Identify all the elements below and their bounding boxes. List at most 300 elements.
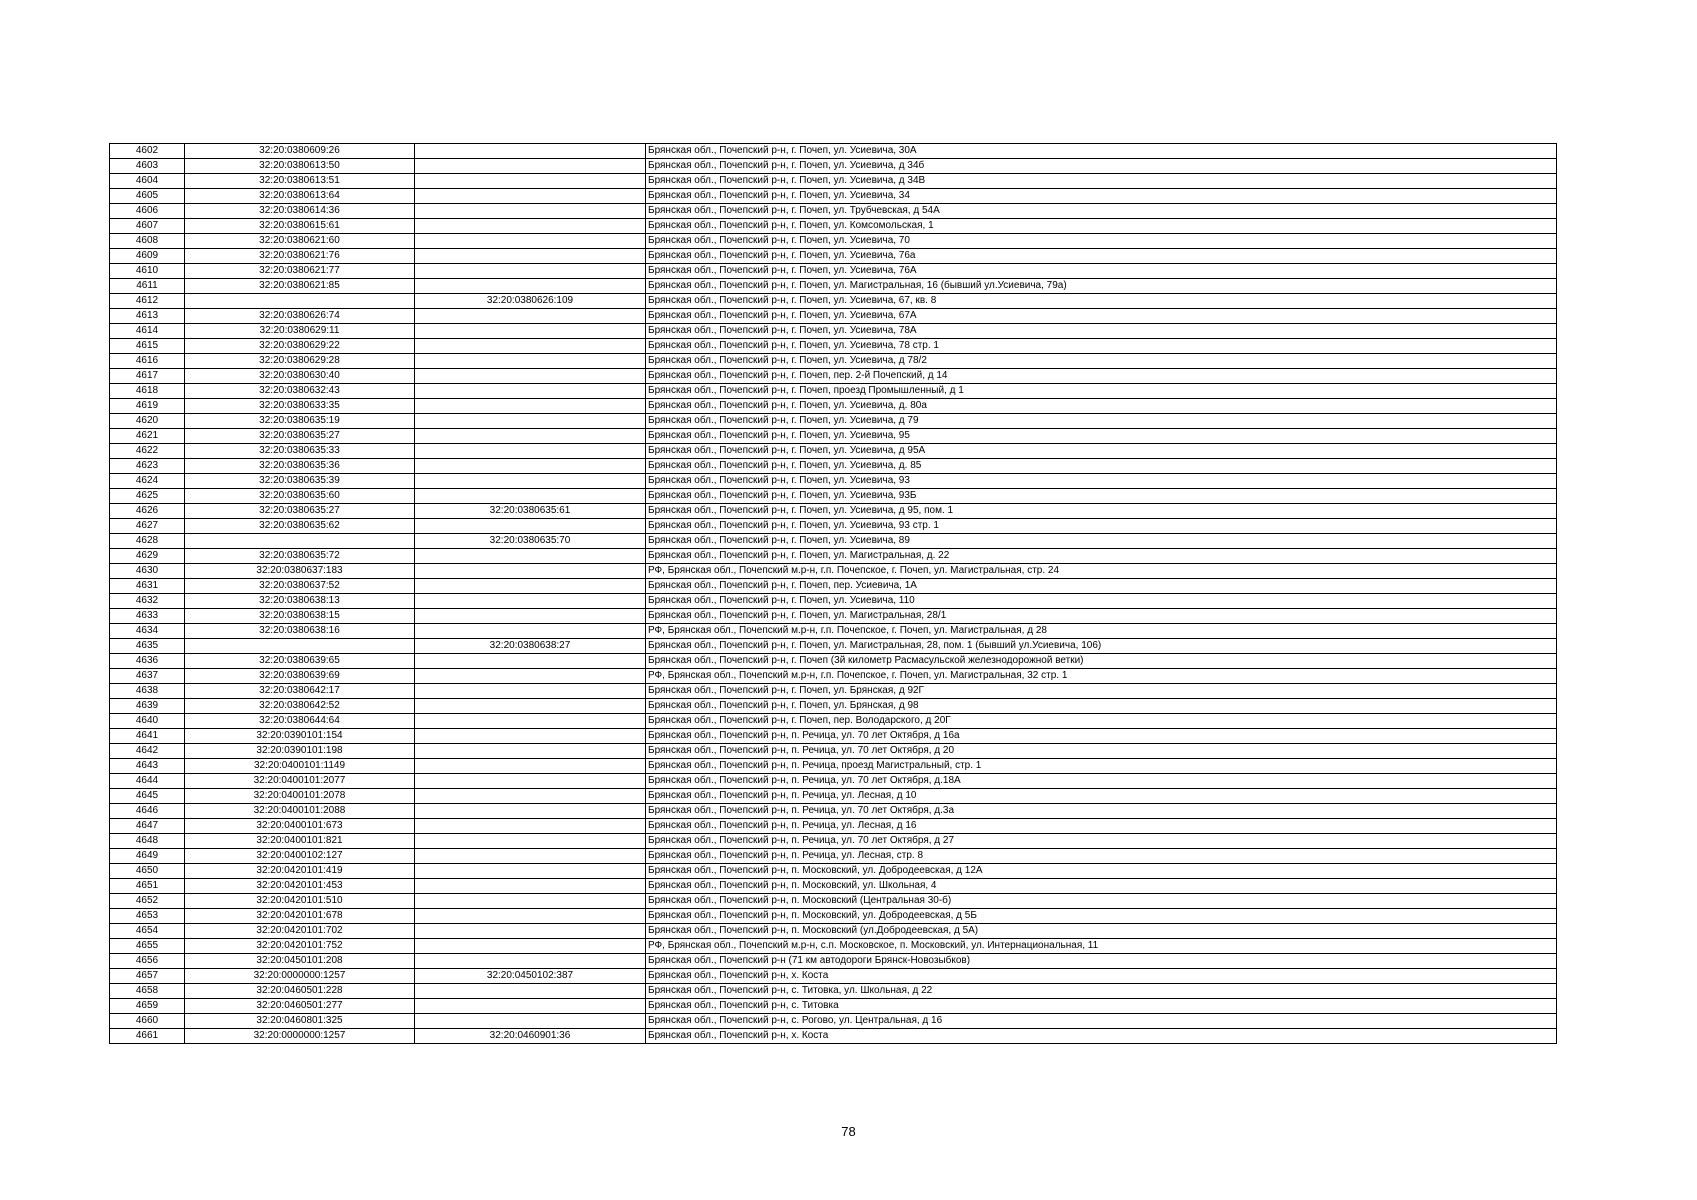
row-number-cell: 4633 <box>110 609 185 624</box>
table-row <box>110 804 1557 819</box>
row-number-cell: 4635 <box>110 639 185 654</box>
related-cadastral-number-cell: 32:20:0380635:70 <box>415 534 646 549</box>
row-number-cell: 4629 <box>110 549 185 564</box>
registry-table-body <box>110 144 1557 1044</box>
cadastral-number-cell: 32:20:0420101:678 <box>185 909 415 924</box>
related-cadastral-number-cell <box>415 309 646 324</box>
table-row <box>110 369 1557 384</box>
cadastral-number-cell: 32:20:0460501:228 <box>185 984 415 999</box>
table-row <box>110 189 1557 204</box>
row-number-cell: 4606 <box>110 204 185 219</box>
address-cell: Брянская обл., Почепский р-н, п. Московский, ул. Школьная, 4 <box>646 879 1557 894</box>
related-cadastral-number-cell <box>415 999 646 1014</box>
address-cell: Брянская обл., Почепский р-н, п. Речица, ул. Лесная, стр. 8 <box>646 849 1557 864</box>
related-cadastral-number-cell <box>415 759 646 774</box>
row-number-cell: 4623 <box>110 459 185 474</box>
table-row <box>110 789 1557 804</box>
row-number-cell: 4602 <box>110 144 185 159</box>
related-cadastral-number-cell <box>415 234 646 249</box>
related-cadastral-number-cell: 32:20:0380635:61 <box>415 504 646 519</box>
cadastral-number-cell: 32:20:0420101:752 <box>185 939 415 954</box>
address-cell: Брянская обл., Почепский р-н, п. Речица, ул. 70 лет Октября, д.18А <box>646 774 1557 789</box>
related-cadastral-number-cell <box>415 609 646 624</box>
address-cell: Брянская обл., Почепский р-н, г. Почеп, ул. Комсомольская, 1 <box>646 219 1557 234</box>
table-row <box>110 549 1557 564</box>
table-row <box>110 984 1557 999</box>
row-number-cell: 4655 <box>110 939 185 954</box>
table-row <box>110 954 1557 969</box>
address-cell: Брянская обл., Почепский р-н, г. Почеп, ул. Усиевича, д. 85 <box>646 459 1557 474</box>
row-number-cell: 4647 <box>110 819 185 834</box>
cadastral-number-cell: 32:20:0400101:673 <box>185 819 415 834</box>
row-number-cell: 4653 <box>110 909 185 924</box>
table-row <box>110 849 1557 864</box>
related-cadastral-number-cell <box>415 984 646 999</box>
cadastral-number-cell: 32:20:0380614:36 <box>185 204 415 219</box>
related-cadastral-number-cell <box>415 699 646 714</box>
cadastral-number-cell: 32:20:0380635:39 <box>185 474 415 489</box>
table-row <box>110 1014 1557 1029</box>
row-number-cell: 4614 <box>110 324 185 339</box>
table-row <box>110 729 1557 744</box>
cadastral-number-cell: 32:20:0400101:2088 <box>185 804 415 819</box>
related-cadastral-number-cell <box>415 909 646 924</box>
row-number-cell: 4624 <box>110 474 185 489</box>
table-row <box>110 819 1557 834</box>
address-cell: Брянская обл., Почепский р-н, г. Почеп, ул. Усиевича, 76А <box>646 264 1557 279</box>
related-cadastral-number-cell <box>415 954 646 969</box>
related-cadastral-number-cell <box>415 144 646 159</box>
related-cadastral-number-cell <box>415 579 646 594</box>
row-number-cell: 4643 <box>110 759 185 774</box>
table-row <box>110 159 1557 174</box>
cadastral-registry-table <box>109 143 1557 1044</box>
related-cadastral-number-cell <box>415 429 646 444</box>
related-cadastral-number-cell <box>415 324 646 339</box>
cadastral-number-cell <box>185 639 415 654</box>
cadastral-number-cell <box>185 534 415 549</box>
address-cell: Брянская обл., Почепский р-н, г. Почеп, ул. Усиевича, 67, кв. 8 <box>646 294 1557 309</box>
cadastral-number-cell: 32:20:0420101:419 <box>185 864 415 879</box>
cadastral-number-cell: 32:20:0380642:17 <box>185 684 415 699</box>
address-cell: Брянская обл., Почепский р-н, п. Речица, ул. 70 лет Октября, д.3а <box>646 804 1557 819</box>
cadastral-number-cell: 32:20:0380635:27 <box>185 429 415 444</box>
cadastral-number-cell: 32:20:0460801:325 <box>185 1014 415 1029</box>
table-row <box>110 204 1557 219</box>
related-cadastral-number-cell <box>415 714 646 729</box>
address-cell: Брянская обл., Почепский р-н, г. Почеп, ул. Усиевича, 78А <box>646 324 1557 339</box>
table-row <box>110 474 1557 489</box>
related-cadastral-number-cell: 32:20:0380638:27 <box>415 639 646 654</box>
address-cell: Брянская обл., Почепский р-н, г. Почеп, ул. Усиевича, 34 <box>646 189 1557 204</box>
table-row <box>110 699 1557 714</box>
cadastral-number-cell: 32:20:0380621:77 <box>185 264 415 279</box>
related-cadastral-number-cell <box>415 444 646 459</box>
address-cell: Брянская обл., Почепский р-н, г. Почеп, ул. Усиевича, д 34В <box>646 174 1557 189</box>
cadastral-number-cell: 32:20:0380633:35 <box>185 399 415 414</box>
cadastral-number-cell: 32:20:0380638:15 <box>185 609 415 624</box>
related-cadastral-number-cell <box>415 474 646 489</box>
table-row <box>110 489 1557 504</box>
related-cadastral-number-cell <box>415 1014 646 1029</box>
address-cell: РФ, Брянская обл., Почепский м.р-н, г.п. Почепское, г. Почеп, ул. Магистральная, стр. 24 <box>646 564 1557 579</box>
row-number-cell: 4604 <box>110 174 185 189</box>
related-cadastral-number-cell <box>415 894 646 909</box>
address-cell: Брянская обл., Почепский р-н, г. Почеп, ул. Усиевича, д 79 <box>646 414 1557 429</box>
address-cell: Брянская обл., Почепский р-н, г. Почеп, ул. Усиевича, 89 <box>646 534 1557 549</box>
table-row <box>110 144 1557 159</box>
table-row <box>110 579 1557 594</box>
table-row <box>110 534 1557 549</box>
related-cadastral-number-cell <box>415 399 646 414</box>
related-cadastral-number-cell <box>415 879 646 894</box>
address-cell: Брянская обл., Почепский р-н, с. Рогово, ул. Центральная, д 16 <box>646 1014 1557 1029</box>
related-cadastral-number-cell <box>415 354 646 369</box>
row-number-cell: 4660 <box>110 1014 185 1029</box>
row-number-cell: 4631 <box>110 579 185 594</box>
related-cadastral-number-cell <box>415 819 646 834</box>
related-cadastral-number-cell <box>415 654 646 669</box>
table-row <box>110 414 1557 429</box>
table-row <box>110 444 1557 459</box>
table-row <box>110 339 1557 354</box>
cadastral-number-cell: 32:20:0380635:72 <box>185 549 415 564</box>
related-cadastral-number-cell <box>415 924 646 939</box>
row-number-cell: 4648 <box>110 834 185 849</box>
address-cell: Брянская обл., Почепский р-н, п. Московский, ул. Добродеевская, д 5Б <box>646 909 1557 924</box>
table-row <box>110 459 1557 474</box>
address-cell: Брянская обл., Почепский р-н, г. Почеп, ул. Усиевича, 76а <box>646 249 1557 264</box>
cadastral-number-cell: 32:20:0380626:74 <box>185 309 415 324</box>
cadastral-number-cell: 32:20:0420101:702 <box>185 924 415 939</box>
table-row <box>110 909 1557 924</box>
cadastral-number-cell: 32:20:0380613:51 <box>185 174 415 189</box>
related-cadastral-number-cell <box>415 744 646 759</box>
cadastral-number-cell: 32:20:0380635:60 <box>185 489 415 504</box>
table-row <box>110 1029 1557 1044</box>
cadastral-number-cell: 32:20:0380632:43 <box>185 384 415 399</box>
row-number-cell: 4632 <box>110 594 185 609</box>
row-number-cell: 4617 <box>110 369 185 384</box>
related-cadastral-number-cell <box>415 549 646 564</box>
cadastral-number-cell: 32:20:0380613:64 <box>185 189 415 204</box>
address-cell: Брянская обл., Почепский р-н, г. Почеп, ул. Трубчевская, д 54А <box>646 204 1557 219</box>
table-row <box>110 654 1557 669</box>
table-row <box>110 669 1557 684</box>
related-cadastral-number-cell <box>415 669 646 684</box>
cadastral-number-cell: 32:20:0380615:61 <box>185 219 415 234</box>
table-row <box>110 234 1557 249</box>
row-number-cell: 4637 <box>110 669 185 684</box>
row-number-cell: 4636 <box>110 654 185 669</box>
address-cell: Брянская обл., Почепский р-н, п. Речица, ул. 70 лет Октября, д 16а <box>646 729 1557 744</box>
address-cell: Брянская обл., Почепский р-н, г. Почеп, ул. Усиевича, д. 80а <box>646 399 1557 414</box>
related-cadastral-number-cell <box>415 159 646 174</box>
address-cell: РФ, Брянская обл., Почепский м.р-н, г.п. Почепское, г. Почеп, ул. Магистральная, д 28 <box>646 624 1557 639</box>
address-cell: Брянская обл., Почепский р-н, х. Коста <box>646 969 1557 984</box>
related-cadastral-number-cell: 32:20:0380626:109 <box>415 294 646 309</box>
table-row <box>110 384 1557 399</box>
address-cell: Брянская обл., Почепский р-н, г. Почеп (3й километр Расмасульской железнодорожной ветки) <box>646 654 1557 669</box>
cadastral-number-cell: 32:20:0380629:28 <box>185 354 415 369</box>
cadastral-number-cell: 32:20:0380609:26 <box>185 144 415 159</box>
related-cadastral-number-cell <box>415 189 646 204</box>
row-number-cell: 4620 <box>110 414 185 429</box>
row-number-cell: 4626 <box>110 504 185 519</box>
row-number-cell: 4609 <box>110 249 185 264</box>
address-cell: Брянская обл., Почепский р-н (71 км автодороги Брянск-Новозыбков) <box>646 954 1557 969</box>
related-cadastral-number-cell <box>415 624 646 639</box>
row-number-cell: 4625 <box>110 489 185 504</box>
related-cadastral-number-cell <box>415 864 646 879</box>
row-number-cell: 4634 <box>110 624 185 639</box>
cadastral-number-cell: 32:20:0380635:33 <box>185 444 415 459</box>
row-number-cell: 4619 <box>110 399 185 414</box>
table-row <box>110 309 1557 324</box>
row-number-cell: 4603 <box>110 159 185 174</box>
row-number-cell: 4638 <box>110 684 185 699</box>
cadastral-number-cell: 32:20:0380635:36 <box>185 459 415 474</box>
row-number-cell: 4628 <box>110 534 185 549</box>
address-cell: Брянская обл., Почепский р-н, п. Речица, ул. Лесная, д 16 <box>646 819 1557 834</box>
related-cadastral-number-cell <box>415 729 646 744</box>
related-cadastral-number-cell: 32:20:0460901:36 <box>415 1029 646 1044</box>
table-row <box>110 924 1557 939</box>
cadastral-number-cell: 32:20:0380629:11 <box>185 324 415 339</box>
table-row <box>110 759 1557 774</box>
row-number-cell: 4607 <box>110 219 185 234</box>
row-number-cell: 4651 <box>110 879 185 894</box>
row-number-cell: 4649 <box>110 849 185 864</box>
row-number-cell: 4654 <box>110 924 185 939</box>
row-number-cell: 4630 <box>110 564 185 579</box>
row-number-cell: 4650 <box>110 864 185 879</box>
related-cadastral-number-cell <box>415 684 646 699</box>
address-cell: Брянская обл., Почепский р-н, с. Титовка, ул. Школьная, д 22 <box>646 984 1557 999</box>
related-cadastral-number-cell <box>415 369 646 384</box>
cadastral-number-cell: 32:20:0000000:1257 <box>185 1029 415 1044</box>
related-cadastral-number-cell: 32:20:0450102:387 <box>415 969 646 984</box>
address-cell: РФ, Брянская обл., Почепский м.р-н, г.п. Почепское, г. Почеп, ул. Магистральная, 32 стр. 1 <box>646 669 1557 684</box>
address-cell: Брянская обл., Почепский р-н, г. Почеп, ул. Усиевича, 67А <box>646 309 1557 324</box>
address-cell: Брянская обл., Почепский р-н, п. Речица, ул. 70 лет Октября, д 27 <box>646 834 1557 849</box>
address-cell: Брянская обл., Почепский р-н, г. Почеп, ул. Усиевича, д 78/2 <box>646 354 1557 369</box>
related-cadastral-number-cell <box>415 519 646 534</box>
address-cell: Брянская обл., Почепский р-н, г. Почеп, ул. Брянская, д 92Г <box>646 684 1557 699</box>
row-number-cell: 4661 <box>110 1029 185 1044</box>
row-number-cell: 4611 <box>110 279 185 294</box>
row-number-cell: 4605 <box>110 189 185 204</box>
table-row <box>110 324 1557 339</box>
cadastral-number-cell: 32:20:0400101:2078 <box>185 789 415 804</box>
row-number-cell: 4608 <box>110 234 185 249</box>
cadastral-number-cell: 32:20:0380621:76 <box>185 249 415 264</box>
address-cell: Брянская обл., Почепский р-н, г. Почеп, ул. Усиевича, д 95А <box>646 444 1557 459</box>
address-cell: Брянская обл., Почепский р-н, г. Почеп, ул. Брянская, д 98 <box>646 699 1557 714</box>
address-cell: Брянская обл., Почепский р-н, г. Почеп, пер. Усиевича, 1А <box>646 579 1557 594</box>
related-cadastral-number-cell <box>415 774 646 789</box>
table-row <box>110 279 1557 294</box>
table-row <box>110 594 1557 609</box>
related-cadastral-number-cell <box>415 594 646 609</box>
address-cell: Брянская обл., Почепский р-н, г. Почеп, ул. Усиевича, д 34б <box>646 159 1557 174</box>
row-number-cell: 4644 <box>110 774 185 789</box>
related-cadastral-number-cell <box>415 414 646 429</box>
related-cadastral-number-cell <box>415 489 646 504</box>
table-row <box>110 399 1557 414</box>
table-row <box>110 894 1557 909</box>
table-row <box>110 264 1557 279</box>
table-row <box>110 639 1557 654</box>
related-cadastral-number-cell <box>415 564 646 579</box>
address-cell: Брянская обл., Почепский р-н, п. Речица, проезд Магистральный, стр. 1 <box>646 759 1557 774</box>
row-number-cell: 4621 <box>110 429 185 444</box>
cadastral-number-cell: 32:20:0380642:52 <box>185 699 415 714</box>
cadastral-number-cell: 32:20:0400101:2077 <box>185 774 415 789</box>
table-row <box>110 774 1557 789</box>
row-number-cell: 4616 <box>110 354 185 369</box>
cadastral-number-cell: 32:20:0380621:85 <box>185 279 415 294</box>
table-row <box>110 744 1557 759</box>
related-cadastral-number-cell <box>415 264 646 279</box>
cadastral-number-cell: 32:20:0380638:16 <box>185 624 415 639</box>
address-cell: Брянская обл., Почепский р-н, г. Почеп, ул. Усиевича, 70 <box>646 234 1557 249</box>
related-cadastral-number-cell <box>415 174 646 189</box>
address-cell: Брянская обл., Почепский р-н, с. Титовка <box>646 999 1557 1014</box>
cadastral-number-cell: 32:20:0380637:183 <box>185 564 415 579</box>
related-cadastral-number-cell <box>415 279 646 294</box>
address-cell: Брянская обл., Почепский р-н, г. Почеп, ул. Усиевича, 93 <box>646 474 1557 489</box>
address-cell: Брянская обл., Почепский р-н, г. Почеп, проезд Промышленный, д 1 <box>646 384 1557 399</box>
table-row <box>110 174 1557 189</box>
cadastral-number-cell: 32:20:0400101:821 <box>185 834 415 849</box>
address-cell: Брянская обл., Почепский р-н, г. Почеп, ул. Усиевича, 93 стр. 1 <box>646 519 1557 534</box>
related-cadastral-number-cell <box>415 804 646 819</box>
address-cell: Брянская обл., Почепский р-н, г. Почеп, ул. Усиевича, 78 стр. 1 <box>646 339 1557 354</box>
related-cadastral-number-cell <box>415 339 646 354</box>
address-cell: Брянская обл., Почепский р-н, г. Почеп, пер. Володарского, д 20Г <box>646 714 1557 729</box>
row-number-cell: 4618 <box>110 384 185 399</box>
row-number-cell: 4627 <box>110 519 185 534</box>
row-number-cell: 4610 <box>110 264 185 279</box>
table-row <box>110 609 1557 624</box>
cadastral-number-cell: 32:20:0380638:13 <box>185 594 415 609</box>
related-cadastral-number-cell <box>415 834 646 849</box>
table-row <box>110 504 1557 519</box>
table-row <box>110 219 1557 234</box>
row-number-cell: 4656 <box>110 954 185 969</box>
cadastral-number-cell: 32:20:0380630:40 <box>185 369 415 384</box>
related-cadastral-number-cell <box>415 204 646 219</box>
address-cell: Брянская обл., Почепский р-н, г. Почеп, ул. Магистральная, 28/1 <box>646 609 1557 624</box>
row-number-cell: 4646 <box>110 804 185 819</box>
cadastral-number-cell: 32:20:0380629:22 <box>185 339 415 354</box>
cadastral-number-cell: 32:20:0380635:27 <box>185 504 415 519</box>
row-number-cell: 4659 <box>110 999 185 1014</box>
related-cadastral-number-cell <box>415 384 646 399</box>
related-cadastral-number-cell <box>415 249 646 264</box>
row-number-cell: 4645 <box>110 789 185 804</box>
table-row <box>110 429 1557 444</box>
cadastral-number-cell <box>185 294 415 309</box>
table-row <box>110 834 1557 849</box>
table-row <box>110 714 1557 729</box>
row-number-cell: 4642 <box>110 744 185 759</box>
cadastral-number-cell: 32:20:0380613:50 <box>185 159 415 174</box>
cadastral-number-cell: 32:20:0380639:65 <box>185 654 415 669</box>
address-cell: Брянская обл., Почепский р-н, г. Почеп, ул. Усиевича, 93Б <box>646 489 1557 504</box>
address-cell: РФ, Брянская обл., Почепский м.р-н, с.п. Московское, п. Московский, ул. Интернациональная, 11 <box>646 939 1557 954</box>
address-cell: Брянская обл., Почепский р-н, г. Почеп, ул. Усиевича, д 95, пом. 1 <box>646 504 1557 519</box>
cadastral-number-cell: 32:20:0420101:510 <box>185 894 415 909</box>
table-row <box>110 879 1557 894</box>
table-row <box>110 939 1557 954</box>
table-row <box>110 294 1557 309</box>
address-cell: Брянская обл., Почепский р-н, п. Речица, ул. Лесная, д 10 <box>646 789 1557 804</box>
table-row <box>110 564 1557 579</box>
row-number-cell: 4622 <box>110 444 185 459</box>
address-cell: Брянская обл., Почепский р-н, г. Почеп, пер. 2-й Почепский, д 14 <box>646 369 1557 384</box>
cadastral-number-cell: 32:20:0380637:52 <box>185 579 415 594</box>
table-row <box>110 624 1557 639</box>
row-number-cell: 4615 <box>110 339 185 354</box>
row-number-cell: 4641 <box>110 729 185 744</box>
cadastral-number-cell: 32:20:0380644:64 <box>185 714 415 729</box>
cadastral-number-cell: 32:20:0390101:154 <box>185 729 415 744</box>
cadastral-number-cell: 32:20:0460501:277 <box>185 999 415 1014</box>
cadastral-number-cell: 32:20:0380621:60 <box>185 234 415 249</box>
cadastral-number-cell: 32:20:0380639:69 <box>185 669 415 684</box>
row-number-cell: 4613 <box>110 309 185 324</box>
cadastral-number-cell: 32:20:0450101:208 <box>185 954 415 969</box>
address-cell: Брянская обл., Почепский р-н, г. Почеп, ул. Магистральная, 28, пом. 1 (бывший ул.Усиевича, 106) <box>646 639 1557 654</box>
address-cell: Брянская обл., Почепский р-н, х. Коста <box>646 1029 1557 1044</box>
cadastral-number-cell: 32:20:0400101:1149 <box>185 759 415 774</box>
row-number-cell: 4658 <box>110 984 185 999</box>
address-cell: Брянская обл., Почепский р-н, п. Московский, ул. Добродеевская, д 12А <box>646 864 1557 879</box>
address-cell: Брянская обл., Почепский р-н, г. Почеп, ул. Усиевича, 95 <box>646 429 1557 444</box>
row-number-cell: 4640 <box>110 714 185 729</box>
row-number-cell: 4652 <box>110 894 185 909</box>
related-cadastral-number-cell <box>415 789 646 804</box>
cadastral-number-cell: 32:20:0390101:198 <box>185 744 415 759</box>
address-cell: Брянская обл., Почепский р-н, п. Московский (Центральная 30-б) <box>646 894 1557 909</box>
row-number-cell: 4657 <box>110 969 185 984</box>
address-cell: Брянская обл., Почепский р-н, г. Почеп, ул. Магистральная, д. 22 <box>646 549 1557 564</box>
cadastral-number-cell: 32:20:0420101:453 <box>185 879 415 894</box>
related-cadastral-number-cell <box>415 459 646 474</box>
address-cell: Брянская обл., Почепский р-н, г. Почеп, ул. Усиевича, 30А <box>646 144 1557 159</box>
row-number-cell: 4639 <box>110 699 185 714</box>
table-row <box>110 354 1557 369</box>
cadastral-number-cell: 32:20:0380635:19 <box>185 414 415 429</box>
table-row <box>110 249 1557 264</box>
table-row <box>110 969 1557 984</box>
table-row <box>110 519 1557 534</box>
table-row <box>110 684 1557 699</box>
related-cadastral-number-cell <box>415 939 646 954</box>
address-cell: Брянская обл., Почепский р-н, п. Московский (ул.Добродеевская, д 5А) <box>646 924 1557 939</box>
address-cell: Брянская обл., Почепский р-н, п. Речица, ул. 70 лет Октября, д 20 <box>646 744 1557 759</box>
cadastral-number-cell: 32:20:0380635:62 <box>185 519 415 534</box>
related-cadastral-number-cell <box>415 219 646 234</box>
page-number: 78 <box>841 1124 856 1139</box>
related-cadastral-number-cell <box>415 849 646 864</box>
address-cell: Брянская обл., Почепский р-н, г. Почеп, ул. Усиевича, 110 <box>646 594 1557 609</box>
row-number-cell: 4612 <box>110 294 185 309</box>
table-row <box>110 999 1557 1014</box>
cadastral-number-cell: 32:20:0000000:1257 <box>185 969 415 984</box>
